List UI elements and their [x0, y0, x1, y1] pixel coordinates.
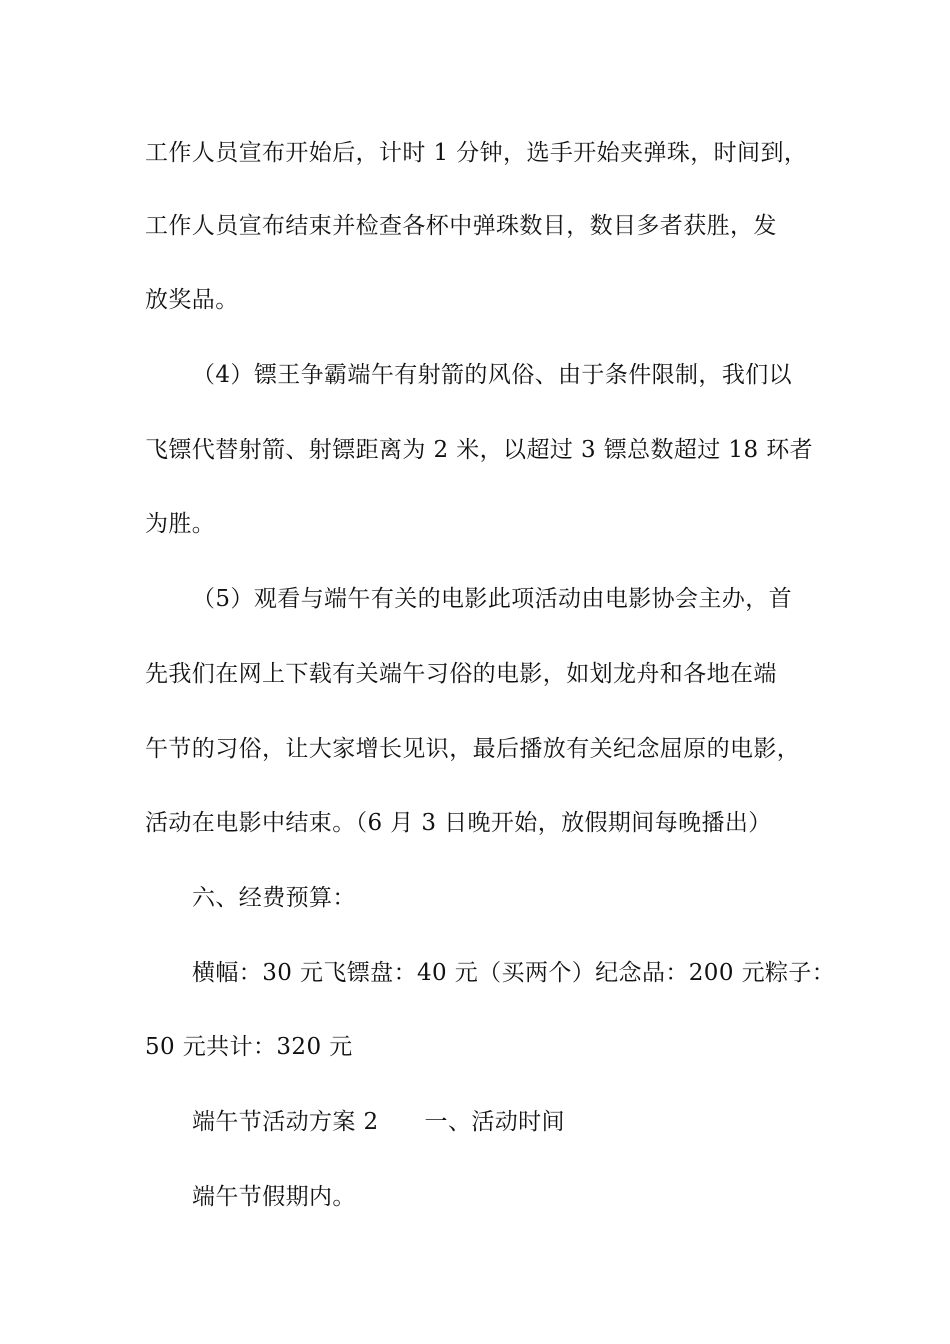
- section-title: 一、活动时间: [424, 1109, 565, 1135]
- paragraph-line: （4）镖王争霸端午有射箭的风俗、由于条件限制，我们以: [192, 362, 793, 388]
- plan-heading: [192, 1107, 565, 1137]
- paragraph-line: 横幅：30 元飞镖盘：40 元（买两个）纪念品：200 元粽子：: [192, 960, 836, 986]
- paragraph-line: （5）观看与端午有关的电影此项活动由电影协会主办，首: [192, 586, 793, 612]
- paragraph-line: 端午节假期内。: [192, 1184, 356, 1210]
- paragraph-line: 活动在电影中结束。（6 月 3 日晚开始，放假期间每晚播出）: [145, 810, 772, 836]
- paragraph-line: 工作人员宣布结束并检查各杯中弹珠数目，数目多者获胜，发: [145, 213, 777, 239]
- plan-title: 端午节活动方案 2: [192, 1109, 379, 1135]
- section-heading: 六、经费预算：: [192, 885, 356, 911]
- paragraph-line: 50 元共计：320 元: [145, 1034, 353, 1060]
- paragraph-line: 为胜。: [145, 511, 216, 537]
- paragraph-line: 飞镖代替射箭、射镖距离为 2 米，以超过 3 镖总数超过 18 环者: [145, 437, 813, 463]
- paragraph-line: 先我们在网上下载有关端午习俗的电影，如划龙舟和各地在端: [145, 661, 777, 687]
- paragraph-line: 午节的习俗，让大家增长见识，最后播放有关纪念屈原的电影，: [145, 736, 801, 762]
- paragraph-line: 放奖品。: [145, 287, 239, 313]
- paragraph-line: 工作人员宣布开始后，计时 1 分钟，选手开始夹弹珠，时间到，: [145, 140, 808, 166]
